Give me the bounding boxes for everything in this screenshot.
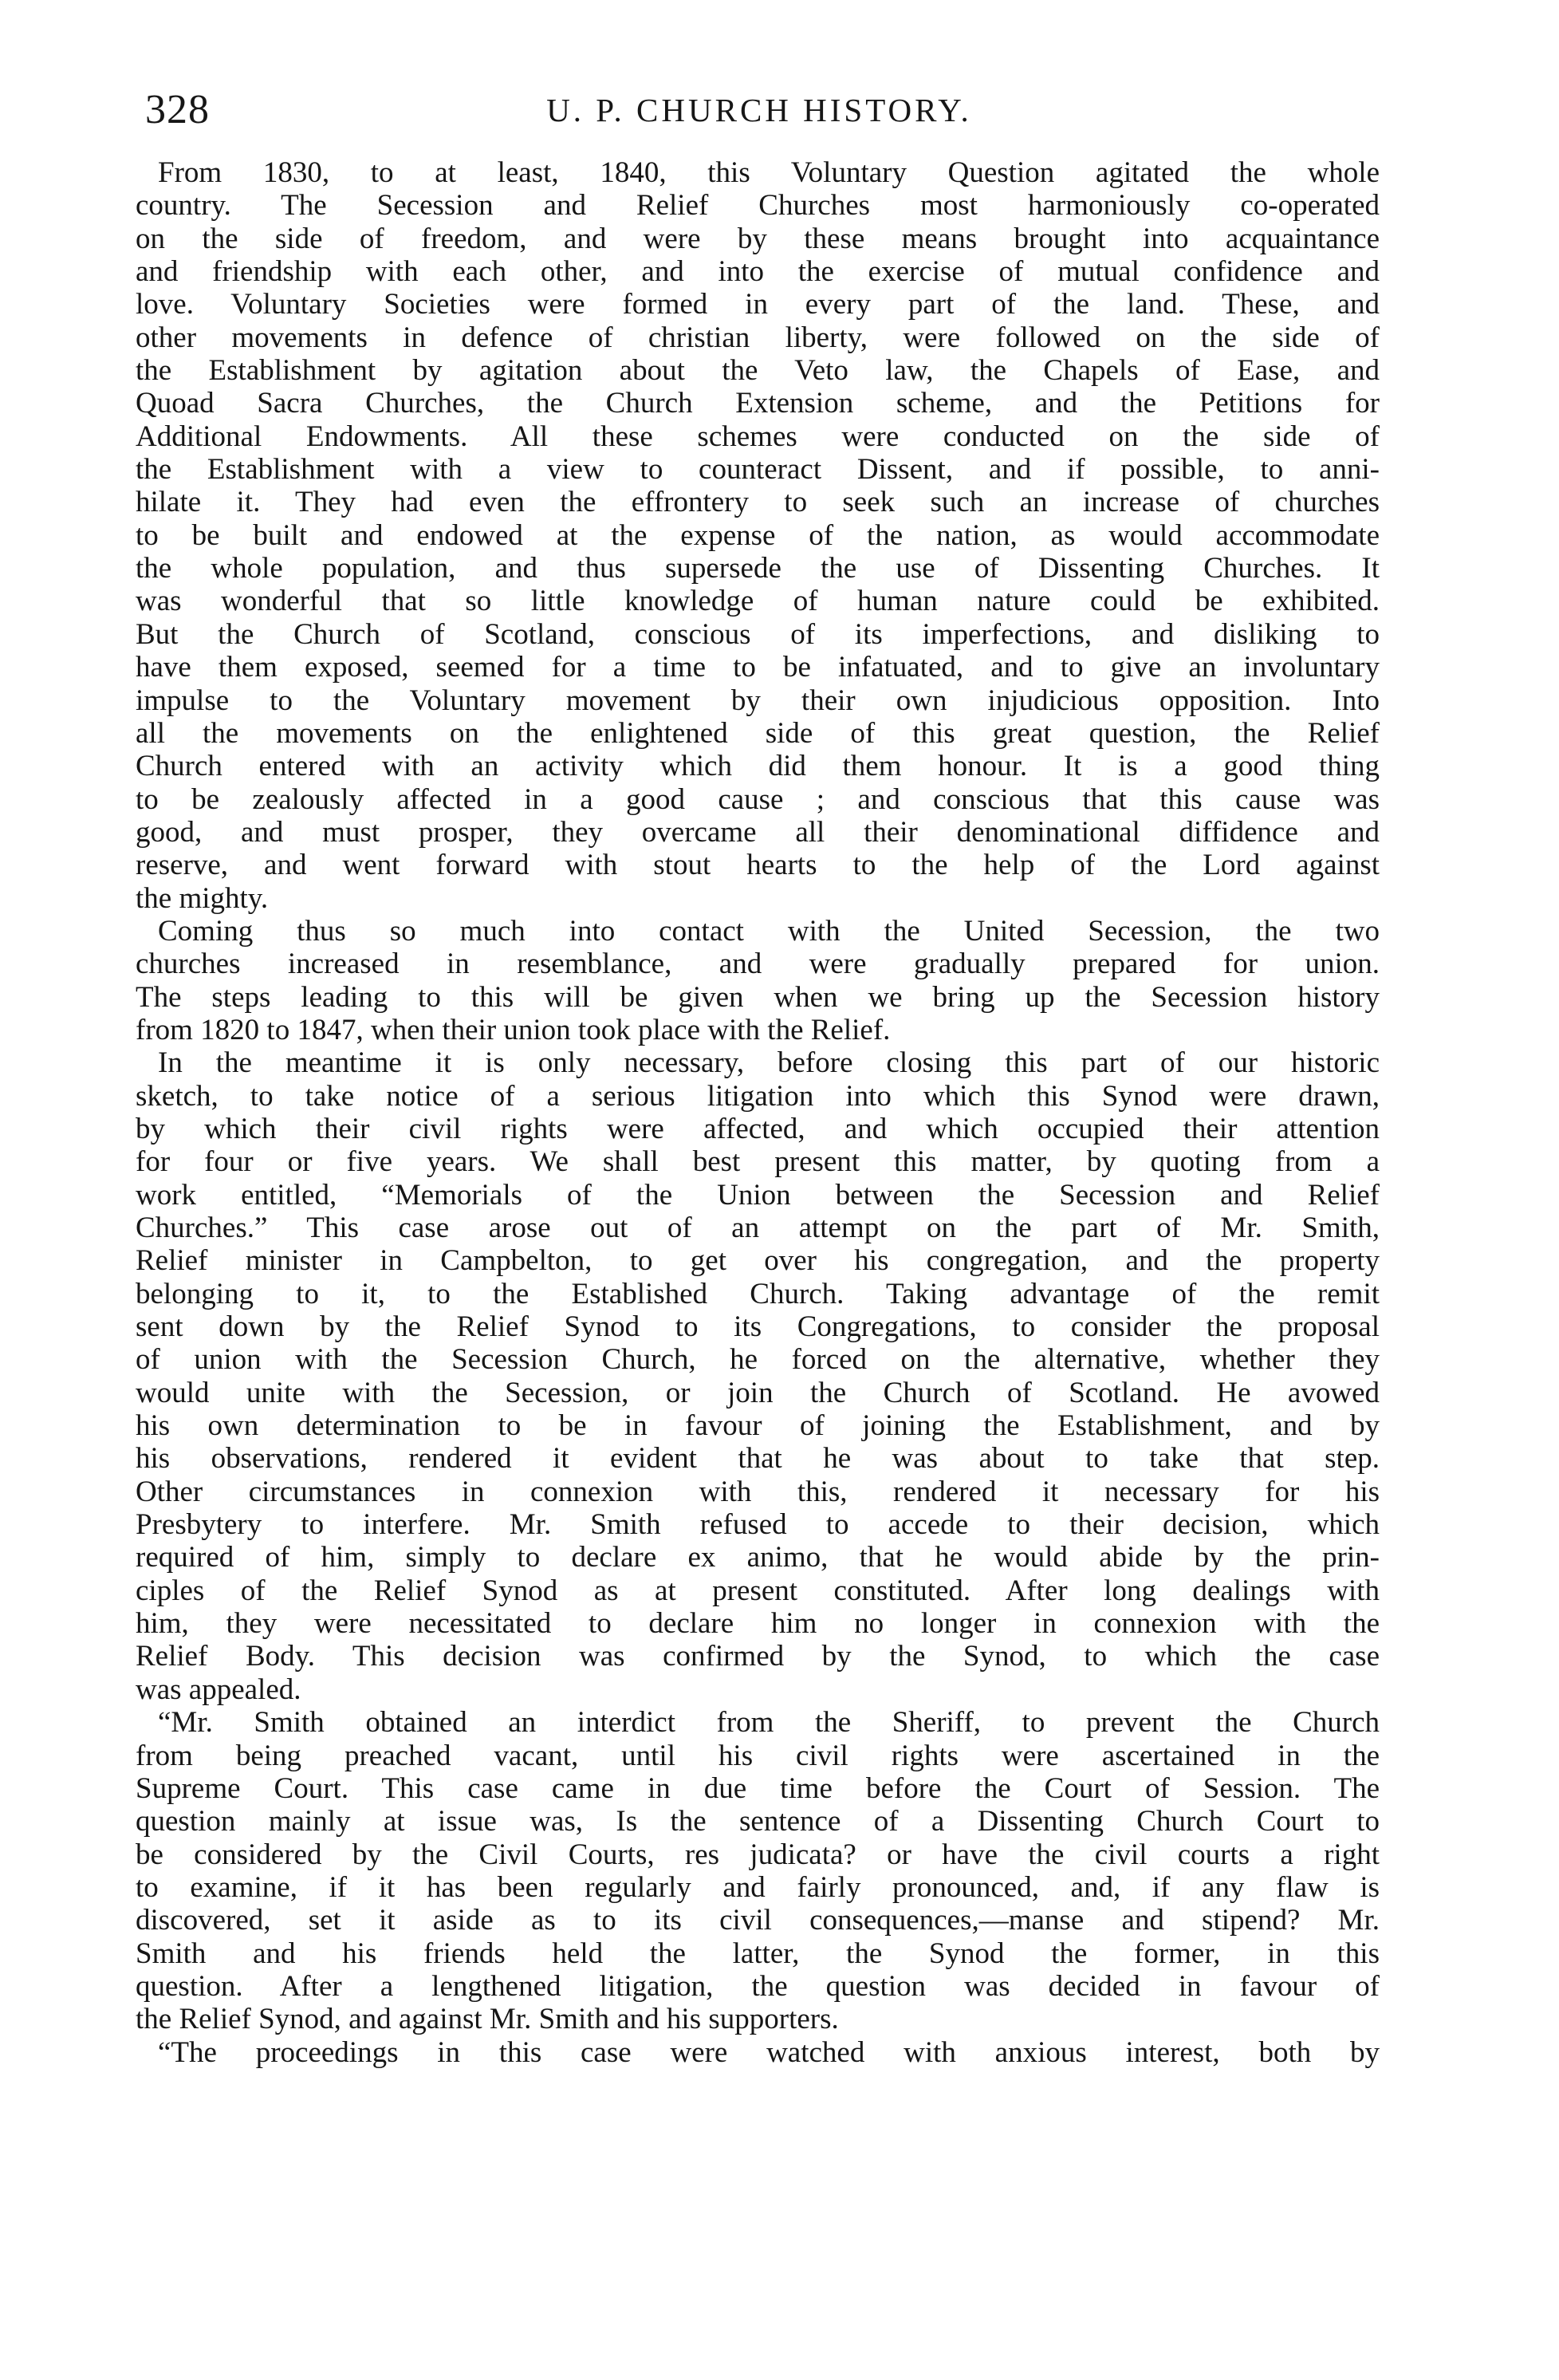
text-line: the whole population, and thus supersede the use of Dissenting Churches. It [136, 552, 1380, 585]
text-line: “The proceedings in this case were watched with anxious interest, both by [158, 2035, 1380, 2069]
text-line: Relief minister in Campbelton, to get over his congregation, and the property [136, 1244, 1380, 1278]
text-line: from being preached vacant, until his civil rights were ascertained in the [136, 1739, 1380, 1772]
text-line: his observations, rendered it evident that he was about to take that step. [136, 1442, 1380, 1476]
text-line: Church entered with an activity which did them honour. It is a good thing [136, 750, 1380, 783]
text-line: The steps leading to this will be given when we bring up the Secession history [136, 980, 1380, 1014]
text-line: ciples of the Relief Synod as at present constituted. After long dealings with [136, 1574, 1380, 1607]
text-line: the Relief Synod, and against Mr. Smith and his supporters. [136, 2003, 839, 2036]
text-line: other movements in defence of christian liberty, were followed on the side of [136, 321, 1380, 354]
text-line: was appealed. [136, 1673, 301, 1706]
text-line: was wonderful that so little knowledge of human nature could be exhibited. [136, 585, 1380, 618]
text-line: In the meantime it is only necessary, before closing this part of our historic [158, 1046, 1380, 1080]
text-line: required of him, simply to declare ex animo, that he would abide by the prin- [136, 1541, 1380, 1574]
text-line: Churches.” This case arose out of an attempt on the part of Mr. Smith, [136, 1212, 1380, 1244]
text-line: Supreme Court. This case came in due time before the Court of Session. The [136, 1771, 1380, 1805]
text-line: “Mr. Smith obtained an interdict from the Sheriff, to prevent the Church [158, 1706, 1380, 1740]
text-line: good, and must prosper, they overcame all their denominational diffidence and [136, 815, 1380, 849]
text-line: from 1820 to 1847, when their union took place with the Relief. [136, 1013, 891, 1046]
text-line: for four or five years. We shall best present this matter, by quoting from a [136, 1145, 1380, 1179]
text-line: hilate it. They had even the effrontery to seek such an increase of churches [136, 486, 1380, 519]
text-line: sketch, to take notice of a serious litigation into which this Synod were drawn, [136, 1079, 1380, 1113]
text-line: would unite with the Secession, or join the Church of Scotland. He avowed [136, 1376, 1380, 1409]
text-line: But the Church of Scotland, conscious of its imperfections, and disliking to [136, 617, 1380, 651]
text-line: the mighty. [136, 881, 269, 915]
text-line: his own determination to be in favour of joining the Establishment, and by [136, 1409, 1380, 1443]
text-line: love. Voluntary Societies were formed in every part of the land. These, and [136, 288, 1380, 321]
page-header [145, 86, 1373, 134]
text-line: the Establishment by agitation about the Veto law, the Chapels of Ease, and [136, 354, 1380, 388]
text-line: From 1830, to at least, 1840, this Voluntary Question agitated the whole [158, 156, 1380, 189]
text-line: to be built and endowed at the expense of the nation, as would accommodate [136, 518, 1380, 552]
text-line: sent down by the Relief Synod to its Congregations, to consider the proposal [136, 1310, 1380, 1344]
text-line: impulse to the Voluntary movement by their own injudicious opposition. Into [136, 684, 1380, 717]
text-line: of union with the Secession Church, he forced on the alternative, whether they [136, 1343, 1380, 1377]
text-line: be considered by the Civil Courts, res judicata? or have the civil courts a right [136, 1838, 1380, 1871]
text-line: belonging to it, to the Established Church. Taking advantage of the remit [136, 1277, 1380, 1310]
text-line: have them exposed, seemed for a time to be infatuated, and to give an involuntary [136, 651, 1380, 684]
text-line: Other circumstances in connexion with this, rendered it necessary for his [136, 1475, 1380, 1508]
text-line: the Establishment with a view to counteract Dissent, and if possible, to anni- [136, 453, 1380, 487]
text-line: and friendship with each other, and into the exercise of mutual confidence and [136, 255, 1380, 289]
text-line: question. After a lengthened litigation, the question was decided in favour of [136, 1969, 1380, 2003]
text-line: all the movements on the enlightened side of this great question, the Relief [136, 716, 1380, 750]
text-line: churches increased in resemblance, and were gradually prepared for union. [136, 948, 1380, 981]
page-number: 328 [145, 87, 210, 132]
text-line: to be zealously affected in a good cause ; and conscious that this cause was [136, 782, 1380, 816]
text-line: Smith and his friends held the latter, the Synod the former, in this [136, 1937, 1380, 1970]
text-line: Quoad Sacra Churches, the Church Extension scheme, and the Petitions for [136, 387, 1380, 420]
running-head: U. P. CHURCH HISTORY. [546, 92, 972, 128]
text-line: Coming thus so much into contact with the United Secession, the two [158, 914, 1380, 948]
text-line: to examine, if it has been regularly and fairly pronounced, and, if any flaw is [136, 1870, 1380, 1904]
text-line: on the side of freedom, and were by these means brought into acquaintance [136, 222, 1380, 255]
text-line: reserve, and went forward with stout hearts to the help of the Lord against [136, 849, 1380, 882]
text-line: question mainly at issue was, Is the sentence of a Dissenting Church Court to [136, 1805, 1380, 1838]
text-line: Presbytery to interfere. Mr. Smith refused to accede to their decision, which [136, 1508, 1380, 1542]
text-line: Relief Body. This decision was confirmed by the Synod, to which the case [136, 1640, 1380, 1673]
text-line: him, they were necessitated to declare him no longer in connexion with the [136, 1607, 1380, 1641]
body-text [136, 156, 1380, 2069]
text-line: discovered, set it aside as to its civil consequences,—manse and stipend? Mr. [136, 1904, 1380, 1937]
text-line: work entitled, “Memorials of the Union between the Secession and Relief [136, 1178, 1380, 1212]
text-line: Additional Endowments. All these schemes were conducted on the side of [136, 420, 1380, 453]
text-line: country. The Secession and Relief Churches most harmoniously co-operated [136, 189, 1380, 223]
text-line: by which their civil rights were affected, and which occupied their attention [136, 1112, 1380, 1145]
